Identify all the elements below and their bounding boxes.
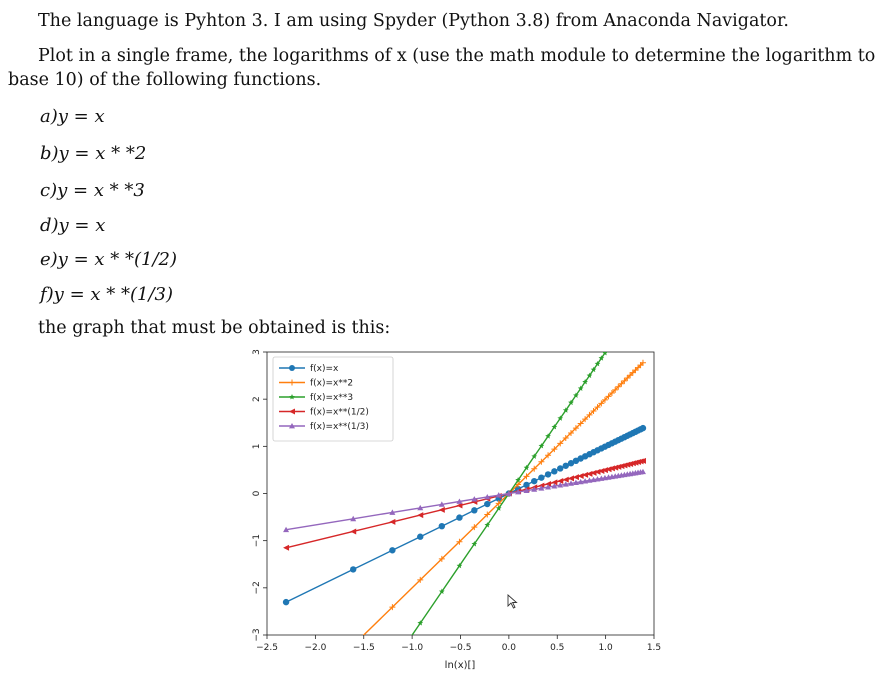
data-point bbox=[289, 365, 295, 371]
equation-prefix: e)y = bbox=[40, 249, 94, 270]
data-point bbox=[283, 599, 289, 605]
x-axis-label: ln(x)[] bbox=[445, 660, 476, 671]
x-tick-label: 0.0 bbox=[502, 643, 517, 653]
equation-expr: x * *3 bbox=[94, 180, 145, 201]
x-tick-label: 0.5 bbox=[550, 643, 564, 653]
data-point bbox=[439, 523, 445, 529]
data-point bbox=[551, 468, 557, 474]
legend-entry: f(x)=x**3 bbox=[310, 393, 353, 403]
task-paragraph: Plot in a single frame, the logarithms of x (use the math module to determine the logarithm to base 10) of the following functions. bbox=[8, 44, 888, 92]
data-point bbox=[389, 547, 395, 553]
y-tick-label: 2 bbox=[252, 396, 262, 402]
equation-c bbox=[40, 180, 145, 201]
equation-d bbox=[40, 215, 105, 236]
data-point bbox=[606, 345, 612, 350]
x-tick-label: −1.0 bbox=[401, 643, 423, 653]
log-functions-chart bbox=[250, 345, 670, 690]
x-tick-label: 1.0 bbox=[598, 643, 613, 653]
legend-entry: f(x)=x**(1/3) bbox=[310, 422, 369, 432]
equation-prefix: a)y = bbox=[40, 106, 94, 127]
chart-legend bbox=[273, 357, 393, 441]
equation-a bbox=[40, 106, 105, 127]
equation-expr: x * *(1/2) bbox=[94, 249, 177, 270]
graph-caption: the graph that must be obtained is this: bbox=[38, 316, 896, 340]
y-tick-label: 1 bbox=[252, 443, 262, 449]
y-tick-label: −1 bbox=[252, 534, 262, 547]
chart-container bbox=[250, 345, 670, 690]
equation-prefix: b)y = bbox=[40, 143, 95, 164]
x-tick-label: −1.5 bbox=[353, 643, 375, 653]
legend-entry: f(x)=x bbox=[310, 364, 339, 374]
x-tick-label: 1.5 bbox=[647, 643, 661, 653]
data-point bbox=[484, 501, 490, 507]
data-point bbox=[538, 474, 544, 480]
data-point bbox=[390, 661, 396, 666]
equation-prefix: d)y = bbox=[40, 215, 95, 236]
data-point bbox=[557, 465, 563, 471]
equation-b bbox=[40, 143, 146, 164]
equation-prefix: c)y = bbox=[40, 180, 94, 201]
data-point bbox=[471, 507, 477, 513]
data-point bbox=[531, 478, 537, 484]
y-tick-label: −3 bbox=[252, 628, 262, 641]
legend-entry: f(x)=x**(1/2) bbox=[310, 408, 369, 418]
x-tick-label: −0.5 bbox=[450, 643, 472, 653]
data-point bbox=[545, 471, 551, 477]
y-tick-label: −2 bbox=[252, 581, 262, 594]
equation-prefix: f)y = bbox=[40, 284, 90, 305]
legend-entry: f(x)=x**2 bbox=[310, 379, 353, 389]
y-tick-label: 3 bbox=[252, 349, 262, 355]
data-point bbox=[456, 514, 462, 520]
x-tick-label: −2.0 bbox=[304, 643, 326, 653]
intro-paragraph: The language is Pyhton 3. I am using Spyder (Python 3.8) from Anaconda Navigator. bbox=[8, 9, 888, 33]
equation-f bbox=[40, 284, 173, 305]
y-tick-label: 0 bbox=[252, 490, 262, 496]
equation-expr: x bbox=[95, 215, 105, 236]
equation-e bbox=[40, 249, 177, 270]
data-point bbox=[417, 534, 423, 540]
equation-expr: x * *(1/3) bbox=[90, 284, 173, 305]
data-point bbox=[350, 566, 356, 572]
equation-expr: x * *2 bbox=[95, 143, 146, 164]
data-point bbox=[640, 425, 646, 431]
x-tick-label: −2.5 bbox=[256, 643, 278, 653]
equation-expr: x bbox=[94, 106, 104, 127]
